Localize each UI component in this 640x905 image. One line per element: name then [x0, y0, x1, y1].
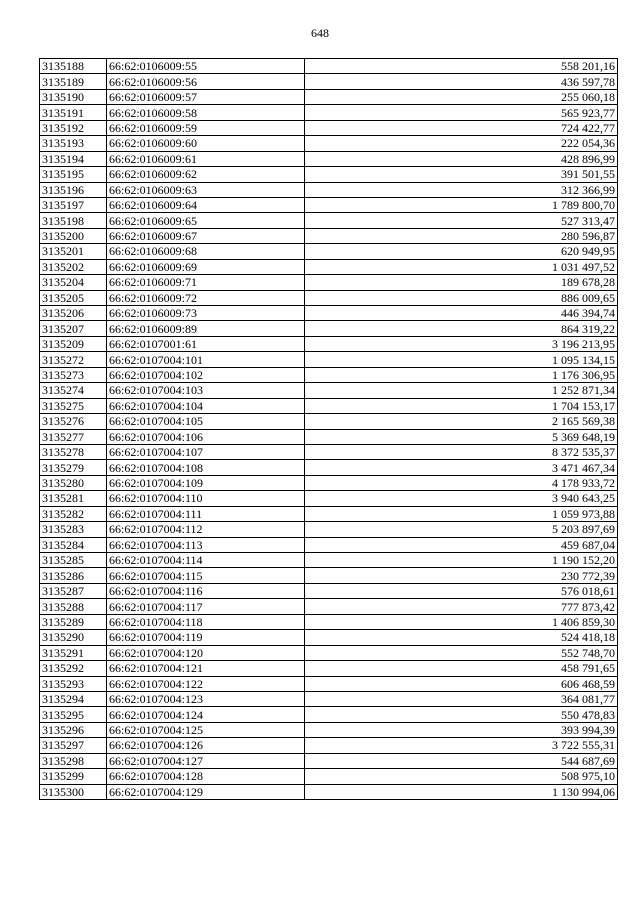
value-cell: 544 687,69	[305, 753, 618, 768]
row-id-cell: 3135296	[40, 722, 107, 737]
value-cell: 606 468,59	[305, 676, 618, 691]
cadastral-number-cell: 66:62:0106009:56	[107, 74, 305, 89]
table-row	[40, 290, 618, 305]
table-row	[40, 197, 618, 212]
cadastral-number-cell: 66:62:0107004:124	[107, 707, 305, 722]
cadastral-number-cell: 66:62:0107004:109	[107, 475, 305, 490]
table-row	[40, 306, 618, 321]
row-id-cell: 3135298	[40, 753, 107, 768]
cadastral-number-cell: 66:62:0106009:58	[107, 105, 305, 120]
row-id-cell: 3135294	[40, 691, 107, 706]
cadastral-number-cell: 66:62:0107004:108	[107, 460, 305, 475]
value-cell: 428 896,99	[305, 151, 618, 166]
cadastral-number-cell: 66:62:0107004:111	[107, 506, 305, 521]
row-id-cell: 3135192	[40, 120, 107, 135]
table-row	[40, 522, 618, 537]
value-cell: 189 678,28	[305, 275, 618, 290]
cadastral-number-cell: 66:62:0107004:123	[107, 691, 305, 706]
cadastral-number-cell: 66:62:0107004:129	[107, 784, 305, 799]
table-row	[40, 136, 618, 151]
value-cell: 391 501,55	[305, 167, 618, 182]
row-id-cell: 3135200	[40, 228, 107, 243]
value-cell: 1 704 153,17	[305, 398, 618, 413]
value-cell: 446 394,74	[305, 306, 618, 321]
table-row	[40, 784, 618, 799]
cadastral-number-cell: 66:62:0106009:61	[107, 151, 305, 166]
row-id-cell: 3135273	[40, 367, 107, 382]
value-cell: 312 366,99	[305, 182, 618, 197]
value-cell: 1 252 871,34	[305, 383, 618, 398]
row-id-cell: 3135289	[40, 614, 107, 629]
table-row	[40, 645, 618, 660]
value-cell: 230 772,39	[305, 568, 618, 583]
table-row	[40, 769, 618, 784]
row-id-cell: 3135198	[40, 213, 107, 228]
table-row	[40, 553, 618, 568]
cadastral-number-cell: 66:62:0106009:55	[107, 59, 305, 74]
cadastral-number-cell: 66:62:0107004:127	[107, 753, 305, 768]
value-cell: 724 422,77	[305, 120, 618, 135]
row-id-cell: 3135299	[40, 769, 107, 784]
table-row	[40, 630, 618, 645]
table-row	[40, 182, 618, 197]
table-row	[40, 352, 618, 367]
row-id-cell: 3135286	[40, 568, 107, 583]
cadastral-number-cell: 66:62:0106009:59	[107, 120, 305, 135]
cadastral-number-cell: 66:62:0107004:125	[107, 722, 305, 737]
row-id-cell: 3135282	[40, 506, 107, 521]
row-id-cell: 3135202	[40, 259, 107, 274]
row-id-cell: 3135293	[40, 676, 107, 691]
row-id-cell: 3135277	[40, 429, 107, 444]
value-cell: 1 031 497,52	[305, 259, 618, 274]
row-id-cell: 3135194	[40, 151, 107, 166]
row-id-cell: 3135278	[40, 444, 107, 459]
row-id-cell: 3135281	[40, 491, 107, 506]
row-id-cell: 3135292	[40, 661, 107, 676]
table-row	[40, 74, 618, 89]
row-id-cell: 3135196	[40, 182, 107, 197]
table-row	[40, 213, 618, 228]
row-id-cell: 3135295	[40, 707, 107, 722]
value-cell: 576 018,61	[305, 583, 618, 598]
table-row	[40, 151, 618, 166]
value-cell: 459 687,04	[305, 537, 618, 552]
value-cell: 1 059 973,88	[305, 506, 618, 521]
row-id-cell: 3135285	[40, 553, 107, 568]
value-cell: 620 949,95	[305, 244, 618, 259]
cadastral-number-cell: 66:62:0107004:107	[107, 444, 305, 459]
row-id-cell: 3135191	[40, 105, 107, 120]
row-id-cell: 3135205	[40, 290, 107, 305]
row-id-cell: 3135190	[40, 89, 107, 104]
row-id-cell: 3135188	[40, 59, 107, 74]
table-row	[40, 244, 618, 259]
row-id-cell: 3135204	[40, 275, 107, 290]
value-cell: 527 313,47	[305, 213, 618, 228]
row-id-cell: 3135274	[40, 383, 107, 398]
value-cell: 364 081,77	[305, 691, 618, 706]
cadastral-number-cell: 66:62:0107004:119	[107, 630, 305, 645]
table-row	[40, 614, 618, 629]
cadastral-number-cell: 66:62:0107004:120	[107, 645, 305, 660]
cadastral-number-cell: 66:62:0107004:101	[107, 352, 305, 367]
row-id-cell: 3135291	[40, 645, 107, 660]
row-id-cell: 3135201	[40, 244, 107, 259]
value-cell: 1 406 859,30	[305, 614, 618, 629]
table-row	[40, 676, 618, 691]
value-cell: 1 176 306,95	[305, 367, 618, 382]
row-id-cell: 3135283	[40, 522, 107, 537]
cadastral-number-cell: 66:62:0107004:117	[107, 599, 305, 614]
value-cell: 864 319,22	[305, 321, 618, 336]
value-cell: 5 369 648,19	[305, 429, 618, 444]
value-cell: 5 203 897,69	[305, 522, 618, 537]
table-row	[40, 753, 618, 768]
table-row	[40, 105, 618, 120]
value-cell: 2 165 569,38	[305, 414, 618, 429]
table-row	[40, 228, 618, 243]
row-id-cell: 3135197	[40, 197, 107, 212]
value-cell: 1 789 800,70	[305, 197, 618, 212]
cadastral-number-cell: 66:62:0106009:65	[107, 213, 305, 228]
row-id-cell: 3135207	[40, 321, 107, 336]
table-row	[40, 414, 618, 429]
cadastral-number-cell: 66:62:0107004:110	[107, 491, 305, 506]
row-id-cell: 3135280	[40, 475, 107, 490]
table-row	[40, 491, 618, 506]
table-row	[40, 275, 618, 290]
cadastral-number-cell: 66:62:0106009:68	[107, 244, 305, 259]
row-id-cell: 3135287	[40, 583, 107, 598]
cadastral-number-cell: 66:62:0106009:89	[107, 321, 305, 336]
table-row	[40, 367, 618, 382]
value-cell: 222 054,36	[305, 136, 618, 151]
cadastral-number-cell: 66:62:0106009:73	[107, 306, 305, 321]
value-cell: 1 130 994,06	[305, 784, 618, 799]
value-cell: 565 923,77	[305, 105, 618, 120]
table-row	[40, 583, 618, 598]
value-cell: 558 201,16	[305, 59, 618, 74]
table-row	[40, 59, 618, 74]
value-cell: 8 372 535,37	[305, 444, 618, 459]
table-row	[40, 398, 618, 413]
table-row	[40, 661, 618, 676]
row-id-cell: 3135276	[40, 414, 107, 429]
value-cell: 508 975,10	[305, 769, 618, 784]
table-row	[40, 429, 618, 444]
cadastral-number-cell: 66:62:0106009:60	[107, 136, 305, 151]
table-row	[40, 89, 618, 104]
row-id-cell: 3135195	[40, 167, 107, 182]
cadastral-number-cell: 66:62:0106009:69	[107, 259, 305, 274]
cadastral-number-cell: 66:62:0107001:61	[107, 336, 305, 351]
value-cell: 550 478,83	[305, 707, 618, 722]
cadastral-number-cell: 66:62:0106009:71	[107, 275, 305, 290]
row-id-cell: 3135279	[40, 460, 107, 475]
cadastral-number-cell: 66:62:0107004:112	[107, 522, 305, 537]
row-id-cell: 3135300	[40, 784, 107, 799]
value-cell: 886 009,65	[305, 290, 618, 305]
cadastral-number-cell: 66:62:0107004:113	[107, 537, 305, 552]
table-row	[40, 460, 618, 475]
table-row	[40, 259, 618, 274]
value-cell: 280 596,87	[305, 228, 618, 243]
cadastral-number-cell: 66:62:0106009:57	[107, 89, 305, 104]
table-row	[40, 568, 618, 583]
value-cell: 255 060,18	[305, 89, 618, 104]
value-cell: 1 095 134,15	[305, 352, 618, 367]
cadastral-number-cell: 66:62:0107004:116	[107, 583, 305, 598]
row-id-cell: 3135206	[40, 306, 107, 321]
cadastral-number-cell: 66:62:0107004:103	[107, 383, 305, 398]
row-id-cell: 3135193	[40, 136, 107, 151]
row-id-cell: 3135209	[40, 336, 107, 351]
value-cell: 3 471 467,34	[305, 460, 618, 475]
cadastral-number-cell: 66:62:0107004:118	[107, 614, 305, 629]
cadastral-number-cell: 66:62:0106009:62	[107, 167, 305, 182]
value-cell: 436 597,78	[305, 74, 618, 89]
row-id-cell: 3135189	[40, 74, 107, 89]
value-cell: 552 748,70	[305, 645, 618, 660]
cadastral-number-cell: 66:62:0106009:63	[107, 182, 305, 197]
table-row	[40, 167, 618, 182]
cadastral-number-cell: 66:62:0106009:64	[107, 197, 305, 212]
row-id-cell: 3135275	[40, 398, 107, 413]
cadastral-number-cell: 66:62:0107004:104	[107, 398, 305, 413]
value-cell: 458 791,65	[305, 661, 618, 676]
table-row	[40, 321, 618, 336]
table-row	[40, 537, 618, 552]
value-cell: 3 722 555,31	[305, 738, 618, 753]
registry-table-body	[40, 59, 618, 800]
cadastral-number-cell: 66:62:0107004:128	[107, 769, 305, 784]
cadastral-number-cell: 66:62:0107004:121	[107, 661, 305, 676]
cadastral-number-cell: 66:62:0107004:105	[107, 414, 305, 429]
value-cell: 3 940 643,25	[305, 491, 618, 506]
table-row	[40, 599, 618, 614]
cadastral-number-cell: 66:62:0107004:102	[107, 367, 305, 382]
table-row	[40, 336, 618, 351]
cadastral-number-cell: 66:62:0107004:115	[107, 568, 305, 583]
row-id-cell: 3135272	[40, 352, 107, 367]
value-cell: 524 418,18	[305, 630, 618, 645]
table-row	[40, 691, 618, 706]
table-row	[40, 444, 618, 459]
value-cell: 1 190 152,20	[305, 553, 618, 568]
value-cell: 3 196 213,95	[305, 336, 618, 351]
cadastral-number-cell: 66:62:0106009:67	[107, 228, 305, 243]
cadastral-number-cell: 66:62:0107004:106	[107, 429, 305, 444]
table-row	[40, 707, 618, 722]
row-id-cell: 3135288	[40, 599, 107, 614]
cadastral-number-cell: 66:62:0106009:72	[107, 290, 305, 305]
value-cell: 777 873,42	[305, 599, 618, 614]
registry-table	[39, 58, 618, 800]
table-row	[40, 506, 618, 521]
table-row	[40, 475, 618, 490]
value-cell: 393 994,39	[305, 722, 618, 737]
row-id-cell: 3135284	[40, 537, 107, 552]
row-id-cell: 3135297	[40, 738, 107, 753]
table-row	[40, 120, 618, 135]
value-cell: 4 178 933,72	[305, 475, 618, 490]
table-row	[40, 722, 618, 737]
cadastral-number-cell: 66:62:0107004:122	[107, 676, 305, 691]
page-number: 648	[311, 26, 329, 40]
table-row	[40, 383, 618, 398]
cadastral-number-cell: 66:62:0107004:114	[107, 553, 305, 568]
cadastral-number-cell: 66:62:0107004:126	[107, 738, 305, 753]
row-id-cell: 3135290	[40, 630, 107, 645]
table-row	[40, 738, 618, 753]
